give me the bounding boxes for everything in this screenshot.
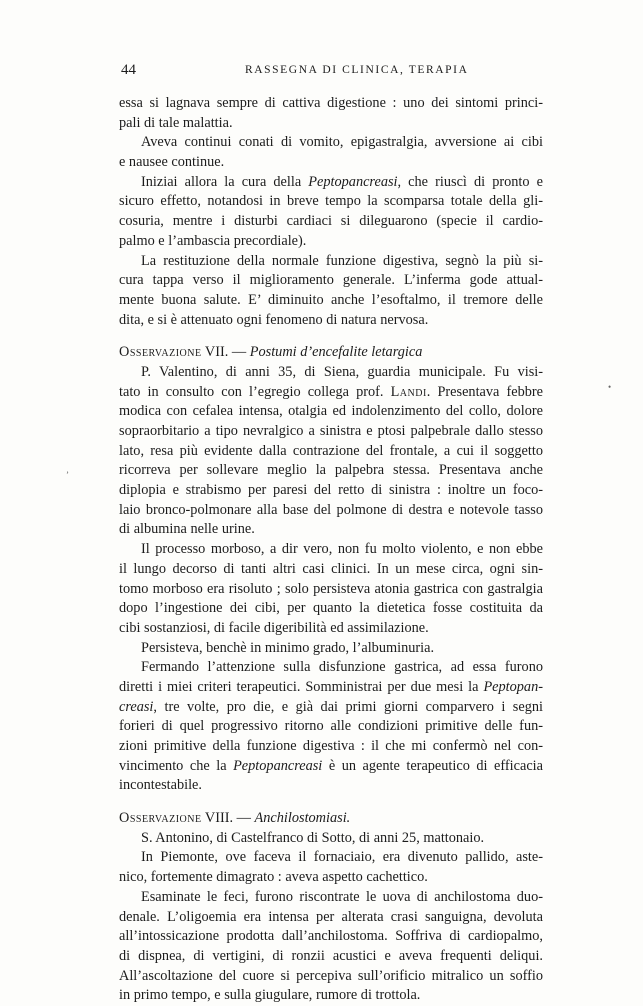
text-segment: , che riuscì di pronto e bbox=[397, 173, 543, 190]
text-line bbox=[119, 232, 543, 252]
text-line bbox=[119, 560, 543, 580]
text-segment: incontestabile. bbox=[119, 777, 202, 794]
text-segment: . Presentava febbre bbox=[426, 383, 543, 400]
margin-speck: • bbox=[608, 382, 612, 392]
text-line bbox=[119, 461, 543, 481]
text-line bbox=[119, 192, 543, 212]
text-segment: diretti i miei criteri terapeutici. Somministrai per due mesi la bbox=[119, 678, 484, 695]
text-line bbox=[119, 599, 543, 619]
text-line bbox=[119, 619, 543, 639]
text-segment: diplopia e strabismo per paresi del retto di sinistra : inoltre un foco- bbox=[119, 482, 543, 499]
text-line bbox=[119, 717, 543, 737]
text-segment: pali di tale malattia. bbox=[119, 114, 233, 131]
text-segment: e nausee continue. bbox=[119, 154, 225, 171]
text-line bbox=[119, 947, 543, 967]
text-line bbox=[119, 888, 543, 908]
page-number: 44 bbox=[121, 62, 136, 78]
text-segment: vincimento che la bbox=[119, 757, 234, 774]
text-segment: palmo e l’ambascia precordiale). bbox=[119, 232, 307, 249]
section-heading bbox=[119, 809, 543, 829]
small-caps-text: Osservazione bbox=[119, 344, 202, 361]
page-header bbox=[0, 62, 643, 82]
text-line bbox=[119, 212, 543, 232]
text-line bbox=[119, 133, 543, 153]
text-line bbox=[119, 271, 543, 291]
italic-text: Peptopancreasi bbox=[233, 757, 323, 774]
text-segment: all’intossicazione prodotta dall’anchilostoma. Soffriva di cardiopalmo, bbox=[119, 928, 543, 945]
text-line bbox=[119, 173, 543, 193]
margin-speck: ’ bbox=[66, 470, 69, 480]
running-title: RASSEGNA DI CLINICA, TERAPIA bbox=[245, 64, 469, 76]
text-segment: essa si lagnava sempre di cattiva digestione : uno dei sintomi princi- bbox=[119, 95, 543, 111]
text-line bbox=[119, 153, 543, 173]
text-segment: Persisteva, benchè in minimo grado, l’albuminuria. bbox=[141, 639, 435, 656]
text-line bbox=[119, 967, 543, 987]
text-line bbox=[119, 501, 543, 521]
text-segment: modica con cefalea intensa, otalgia ed indolenzimento del collo, dolore bbox=[119, 403, 543, 420]
text-line bbox=[119, 402, 543, 422]
text-segment: lato, resa più evidente dalla contrazione del frontale, a cui il soggetto bbox=[119, 442, 543, 459]
text-segment: forieri di quel progressivo ritorno alle condizioni primitive delle fun- bbox=[119, 718, 543, 735]
text-line bbox=[119, 848, 543, 868]
text-segment: La restituzione della normale funzione digestiva, segnò la più si- bbox=[141, 252, 543, 269]
text-line bbox=[119, 94, 543, 114]
text-segment: cibi sostanziosi, di facile digeribilità ed assimilazione. bbox=[119, 619, 429, 636]
text-body bbox=[119, 94, 543, 1006]
text-segment: Iniziai allora la cura della bbox=[141, 173, 309, 190]
text-segment: ricorreva per sollevare meglio la palpebra stessa. Presentava anche bbox=[119, 462, 543, 479]
italic-text: Peptopan- bbox=[483, 678, 543, 695]
text-segment: il lungo decorso di tanti altri casi clinici. In un mese circa, ogni sin- bbox=[119, 560, 543, 577]
text-segment: Fermando l’attenzione sulla disfunzione gastrica, ad essa furono bbox=[141, 659, 543, 676]
text-line bbox=[119, 422, 543, 442]
text-line bbox=[119, 737, 543, 757]
text-line bbox=[119, 383, 543, 403]
text-line bbox=[119, 540, 543, 560]
text-line bbox=[119, 829, 543, 849]
text-segment: è un agente terapeutico di efficacia bbox=[322, 757, 543, 774]
text-segment: P. Valentino, di anni 35, di Siena, guardia municipale. Fu visi- bbox=[141, 363, 543, 380]
text-segment: cura tappa verso il miglioramento generale. L’inferma gode attual- bbox=[119, 272, 543, 289]
italic-text: creasi bbox=[119, 698, 154, 715]
text-segment: VIII. — bbox=[201, 810, 255, 827]
text-segment: dopo l’ingestione dei cibi, per quanto la dietetica fosse costituita da bbox=[119, 600, 543, 617]
text-segment: di dispnea, di vertigini, di ronzii acustici e aveva frequenti deliqui. bbox=[119, 947, 543, 964]
section-heading bbox=[119, 343, 543, 363]
text-segment: , tre volte, pro die, e già dai primi giorni comparvero i segni bbox=[153, 698, 543, 715]
italic-text: Peptopancreasi bbox=[308, 173, 398, 190]
text-segment: zioni primitive della funzione digestiva : il che mi confermò nel con- bbox=[119, 738, 543, 754]
text-segment: VII. — bbox=[201, 344, 250, 361]
italic-text: Postumi d’encefalite letargica bbox=[249, 344, 423, 361]
text-segment: in primo tempo, e sulla giugulare, rumore di trottola. bbox=[119, 987, 421, 1004]
text-line bbox=[119, 868, 543, 888]
text-segment: cosuria, mentre i disturbi cardiaci si dileguarono (specie il cardio- bbox=[119, 213, 543, 230]
text-line bbox=[119, 927, 543, 947]
text-segment: sicuro effetto, notandosi in breve tempo la scomparsa totale della gli- bbox=[119, 193, 543, 210]
text-line bbox=[119, 757, 543, 777]
text-segment: sopraorbitario a tipo nevralgico a sinistra e ptosi palpebrale dallo stesso bbox=[119, 423, 543, 439]
text-line bbox=[119, 580, 543, 600]
text-line bbox=[119, 481, 543, 501]
text-segment: Esaminate le feci, furono riscontrate le uova di anchilostoma duo- bbox=[141, 888, 543, 905]
text-segment: dita, e si è attenuato ogni fenomeno di natura nervosa. bbox=[119, 311, 429, 328]
text-segment: S. Antonino, di Castelfranco di Sotto, di anni 25, mattonaio. bbox=[141, 829, 485, 846]
text-segment: In Piemonte, ove faceva il fornaciaio, era divenuto pallido, aste- bbox=[141, 849, 543, 866]
small-caps-text: Osservazione bbox=[119, 810, 202, 827]
text-line bbox=[119, 698, 543, 718]
text-segment: laio bronco-polmonare alla base del polmone di destra e notevole tasso bbox=[119, 501, 543, 518]
text-segment: mente buona salute. E’ diminuito anche l’esoftalmo, il tremore delle bbox=[119, 291, 543, 308]
text-line bbox=[119, 291, 543, 311]
text-line bbox=[119, 986, 543, 1006]
text-segment: denale. L’oligoemia era intensa per alterata crasi sanguigna, devoluta bbox=[119, 908, 543, 925]
text-line bbox=[119, 114, 543, 134]
text-line bbox=[119, 442, 543, 462]
text-line bbox=[119, 776, 543, 796]
text-segment: Il processo morboso, a dir vero, non fu molto violento, e non ebbe bbox=[141, 541, 543, 558]
text-line bbox=[119, 908, 543, 928]
small-caps-text: Landi bbox=[390, 383, 427, 400]
text-segment: tato in consulto con l’egregio collega prof. bbox=[119, 383, 391, 400]
text-segment: di albumina nelle urine. bbox=[119, 521, 255, 538]
text-line bbox=[119, 658, 543, 678]
text-segment: All’ascoltazione del cuore si percepiva sull’orificio mitralico un soffio bbox=[119, 967, 543, 984]
text-line bbox=[119, 363, 543, 383]
text-line bbox=[119, 252, 543, 272]
text-segment: tomo morboso era risoluto ; solo persisteva atonia gastrica con gastralgia bbox=[119, 580, 543, 597]
text-segment: nico, fortemente dimagrato : aveva aspetto cachettico. bbox=[119, 869, 428, 886]
text-line bbox=[119, 639, 543, 659]
text-line bbox=[119, 520, 543, 540]
italic-text: Anchilostomiasi. bbox=[254, 810, 351, 827]
text-line bbox=[119, 678, 543, 698]
text-segment: Aveva continui conati di vomito, epigastralgia, avversione ai cibi bbox=[141, 134, 543, 151]
text-line bbox=[119, 311, 543, 331]
